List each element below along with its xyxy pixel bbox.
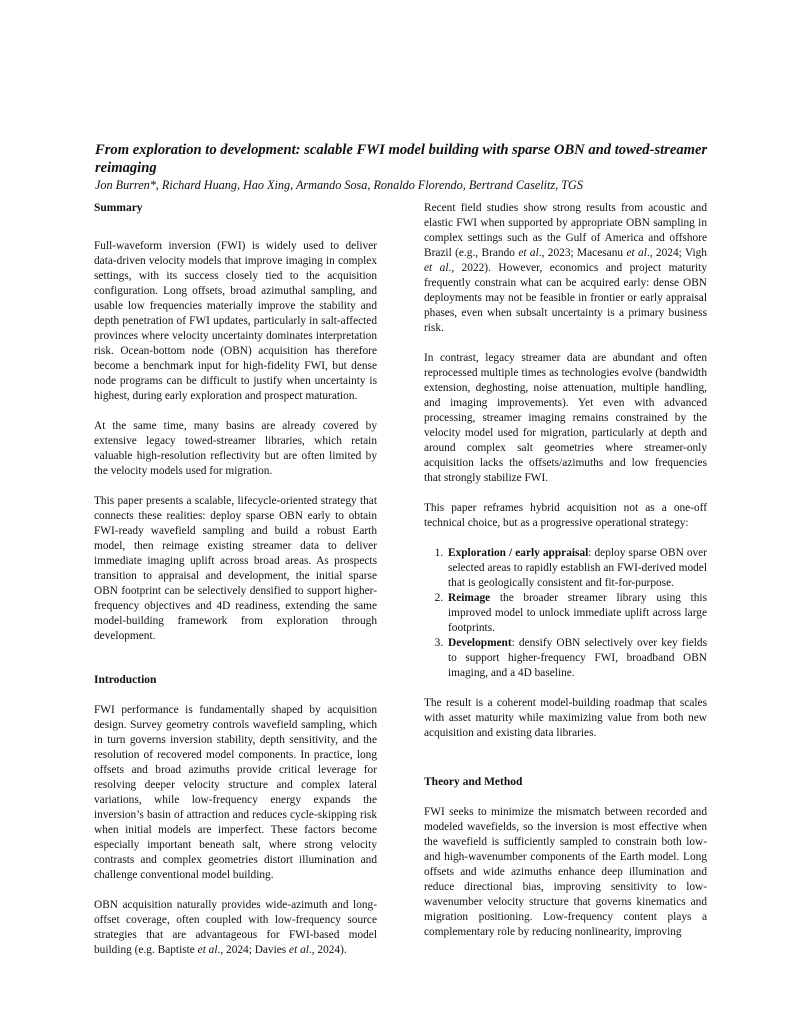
strategy-item-1: 1. Exploration / early appraisal: deploy sparse OBN over selected areas to rapidly establish an FWI-derived model that is geologically consistent and fit-for-purpose.	[446, 546, 707, 591]
left-column	[94, 201, 377, 973]
introduction-paragraph-4: This paper reframes hybrid acquisition not as a one-off technical choice, but as a progressive operational strategy:	[424, 502, 707, 529]
p2-continued-text: Recent field studies show strong results from acoustic and elastic FWI when supported by appropriate OBN sampling in complex settings such as the Gulf of America and offshore Brazil (e.g., Brando	[424, 202, 707, 259]
introduction-paragraph-2-continued: Recent field studies show strong results from acoustic and elastic FWI when supported by appropriate OBN sampling in complex settings such as the Gulf of America and offshore Brazil (e.g., Brando et al., 2023; Macesanu et al., 2024; Vigh et al., 2022). However, economics and project maturity frequently constrain what can be acquired early: dense OBN deployments may not be feasible in frontier or early appraisal phases, even when subsalt uncertainty is a primary business risk.	[424, 202, 707, 334]
summary-paragraph-2: At the same time, many basins are already covered by extensive legacy towed-streamer libraries, which retain valuable high-resolution reflectivity but are often limited by the velocity models used for migration.	[94, 420, 377, 477]
p2-continues: ., 2024).	[308, 944, 347, 956]
strategy-item-2: 2. Reimage the broader streamer library using this improved model to unlock immediate uplift across large footprints.	[446, 591, 707, 636]
theory-paragraph-1: FWI seeks to minimize the mismatch between recorded and modeled wavefields, so the inversion is most effective when the wavefield is sufficiently sampled to constrain both low- and high-wavenumber components of the Earth model. Long offsets and wide azimuths enhance deep illumination and reduce directional bias, improving sensitivity to low-wavenumber velocity structure that governs kinematics and migration positioning. Low-frequency content plays a complementary role by reducing nonlinearity, improving	[424, 806, 707, 938]
introduction-paragraph-5: The result is a coherent model-building roadmap that scales with asset maturity while maximizing value from both new acquisition and existing data libraries.	[424, 697, 707, 739]
strategy-list	[424, 546, 707, 681]
paper-authors: Jon Burren*, Richard Huang, Hao Xing, Armando Sosa, Ronaldo Florendo, Bertrand Caselitz, TGS	[95, 178, 583, 192]
introduction-paragraph-2: OBN acquisition naturally provides wide-azimuth and long-offset coverage, often coupled with low-frequency source strategies that are advantageous for FWI-based model building (e.g. Baptiste et al., 2024; Davies et al., 2024).	[94, 899, 377, 956]
summary-paragraph-1: Full-waveform inversion (FWI) is widely used to deliver data-driven velocity models that improve imaging in complex settings, with its success closely tied to the acquisition configuration. Long offsets, broad azimuthal sampling, and usable low frequencies materially improve the stability and depth penetration of FWI updates, particularly in salt-affected provinces where velocity uncertainty dominates interpretation risk. Ocean-bottom node (OBN) acquisition has therefore become a benchmark input for high-fidelity FWI, but dense node programs can be difficult to justify when uncertainty is highest, during early exploration and prospect maturation.	[94, 240, 377, 402]
paper-title: From exploration to development: scalable FWI model building with sparse OBN and towed-streamer reimaging	[95, 142, 708, 176]
introduction-heading: Introduction	[94, 674, 157, 686]
introduction-paragraph-3: In contrast, legacy streamer data are abundant and often reprocessed multiple times as technologies evolve (bandwidth extension, deghosting, noise attenuation, multiple handling, and imaging improvements). Yet even with advanced processing, streamer imaging remains constrained by the velocity model used for migration, particularly at depth and around complex salt geometries where streamer-only acquisition lacks the offsets/azimuths and low frequencies that strongly stabilize FWI.	[424, 352, 707, 484]
introduction-paragraph-1: FWI performance is fundamentally shaped by acquisition design. Survey geometry controls wavefield sampling, which in turn governs inversion stability, depth sensitivity, and the resolution of recovered model components. In practice, long offsets and broad azimuths provide critical leverage for resolving deeper velocity structure and complex lateral variations, while low-frequency energy expands the inversion’s basin of attraction and reduces cycle-skipping risk when initial models are imperfect. These factors become especially important beneath salt, where strong velocity contrasts and complex geometries distort illumination and challenge conventional model building.	[94, 704, 377, 881]
summary-paragraph-3: This paper presents a scalable, lifecycle-oriented strategy that connects these realities: deploy sparse OBN early to obtain FWI-ready wavefield sampling and build a robust Earth model, then reimage existing streamer data to deliver immediate imaging uplift across broad areas. As prospects transition to appraisal and development, the initial sparse OBN footprint can be selectively densified to support higher-frequency objectives and 4D readiness, extending the same model-building framework from exploration through development.	[94, 495, 377, 642]
summary-heading: Summary	[94, 202, 143, 214]
strategy-item-3: 3. Development: densify OBN selectively over key fields to support higher-frequency FWI, broadband OBN imaging, and a 4D baseline.	[446, 636, 707, 681]
right-column	[424, 201, 707, 955]
theory-heading: Theory and Method	[424, 776, 523, 788]
